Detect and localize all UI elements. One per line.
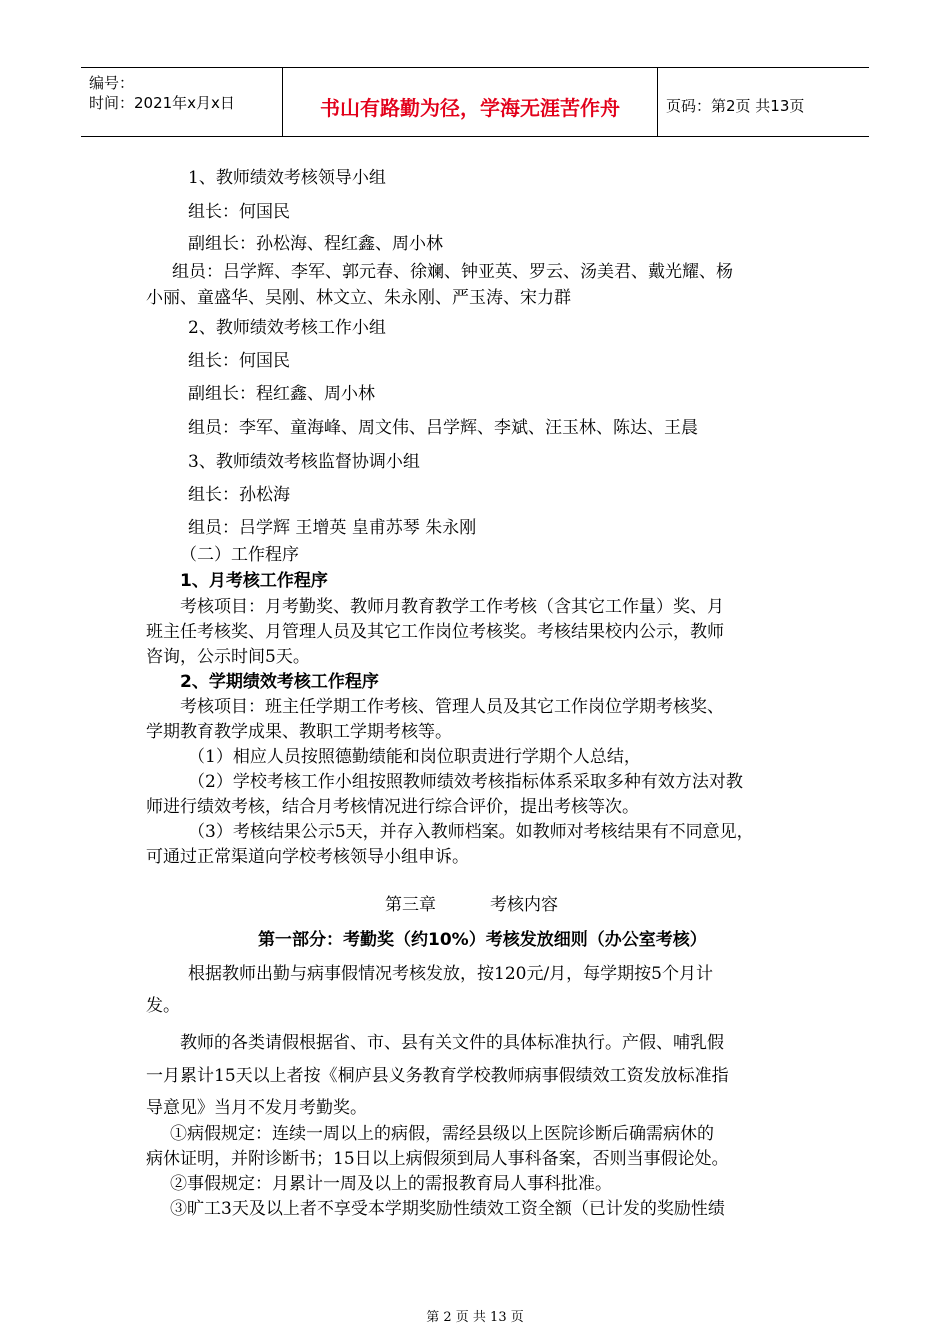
section-heading: 3、教师绩效考核监督协调小组 (188, 452, 420, 472)
text-line: （1）相应人员按照德勤绩能和岗位职责进行学期个人总结， (188, 747, 641, 767)
text-line: 一月累计15天以上者按《桐庐县义务教育学校教师病事假绩效工资发放标准指 (146, 1066, 729, 1086)
text-line: ③旷工3天及以上者不享受本学期奖励性绩效工资全额（已计发的奖励性绩 (170, 1199, 725, 1219)
bold-heading: 1、月考核工作程序 (180, 571, 328, 591)
header-page-cell (658, 68, 869, 136)
page-header (81, 67, 869, 137)
text-line: 导意见》当月不发月考勤奖。 (146, 1098, 367, 1118)
page-footer: 第 2 页 共 13 页 (426, 1310, 524, 1325)
part-title: 第一部分：考勤奖（约10%）考核发放细则（办公室考核） (258, 930, 707, 950)
bold-heading: 2、学期绩效考核工作程序 (180, 672, 379, 692)
text-line: 副组长：程红鑫、周小林 (188, 384, 375, 404)
section-heading: 2、教师绩效考核工作小组 (188, 318, 386, 338)
text-line: 组员：李军、童海峰、周文伟、吕学辉、李斌、汪玉林、陈达、王晨 (188, 418, 698, 438)
text-line: 小丽、童盛华、吴刚、林文立、朱永刚、严玉涛、宋力群 (146, 288, 571, 308)
text-line: 组长：孙松海 (188, 485, 290, 505)
chapter-title: 第三章 考核内容 (385, 895, 559, 915)
header-page-number: 页码：第2页 共13页 (666, 97, 805, 115)
text-line: 咨询，公示时间5天。 (146, 647, 310, 667)
text-line: 考核项目：班主任学期工作考核、管理人员及其它工作岗位学期考核奖、 (180, 697, 724, 717)
header-motto-cell (283, 68, 658, 136)
text-line: 可通过正常渠道向学校考核领导小组申诉。 (146, 847, 469, 867)
text-line: 学期教育教学成果、教职工学期考核等。 (146, 722, 452, 742)
text-line: 教师的各类请假根据省、市、县有关文件的具体标准执行。产假、哺乳假 (180, 1033, 724, 1053)
text-line: ②事假规定：月累计一周及以上的需报教育局人事科批准。 (170, 1174, 612, 1194)
text-line: （2）学校考核工作小组按照教师绩效考核指标体系采取多种有效方法对教 (188, 772, 743, 792)
text-line: 组员：吕学辉 王增英 皇甫苏琴 朱永刚 (188, 518, 477, 538)
text-line: 班主任考核奖、月管理人员及其它工作岗位考核奖。考核结果校内公示，教师 (146, 622, 724, 642)
text-line: 师进行绩效考核，结合月考核情况进行综合评价，提出考核等次。 (146, 797, 639, 817)
header-info-cell (81, 68, 283, 136)
text-line: 根据教师出勤与病事假情况考核发放，按120元/月，每学期按5个月计 (188, 964, 713, 984)
section-heading: 1、教师绩效考核领导小组 (188, 168, 386, 188)
section-heading: （二）工作程序 (180, 545, 299, 565)
text-line: 考核项目：月考勤奖、教师月教育教学工作考核（含其它工作量）奖、月 (180, 597, 724, 617)
text-line: 副组长：孙松海、程红鑫、周小林 (188, 234, 443, 254)
text-line: 组长：何国民 (188, 351, 290, 371)
document-number: 编号： (89, 74, 135, 92)
text-line: 组长：何国民 (188, 202, 290, 222)
text-line: （3）考核结果公示5天，并存入教师档案。如教师对考核结果有不同意见， (188, 822, 754, 842)
text-line: 发。 (146, 996, 180, 1016)
text-line: 组员：吕学辉、李军、郭元春、徐斓、钟亚英、罗云、汤美君、戴光耀、杨 (172, 262, 733, 282)
text-line: 病休证明，并附诊断书；15日以上病假须到局人事科备案，否则当事假论处。 (146, 1149, 729, 1169)
text-line: ①病假规定：连续一周以上的病假，需经县级以上医院诊断后确需病休的 (170, 1124, 714, 1144)
header-motto: 书山有路勤为径，学海无涯苦作舟 (320, 96, 620, 120)
document-time: 时间：2021年x月x日 (89, 94, 235, 112)
